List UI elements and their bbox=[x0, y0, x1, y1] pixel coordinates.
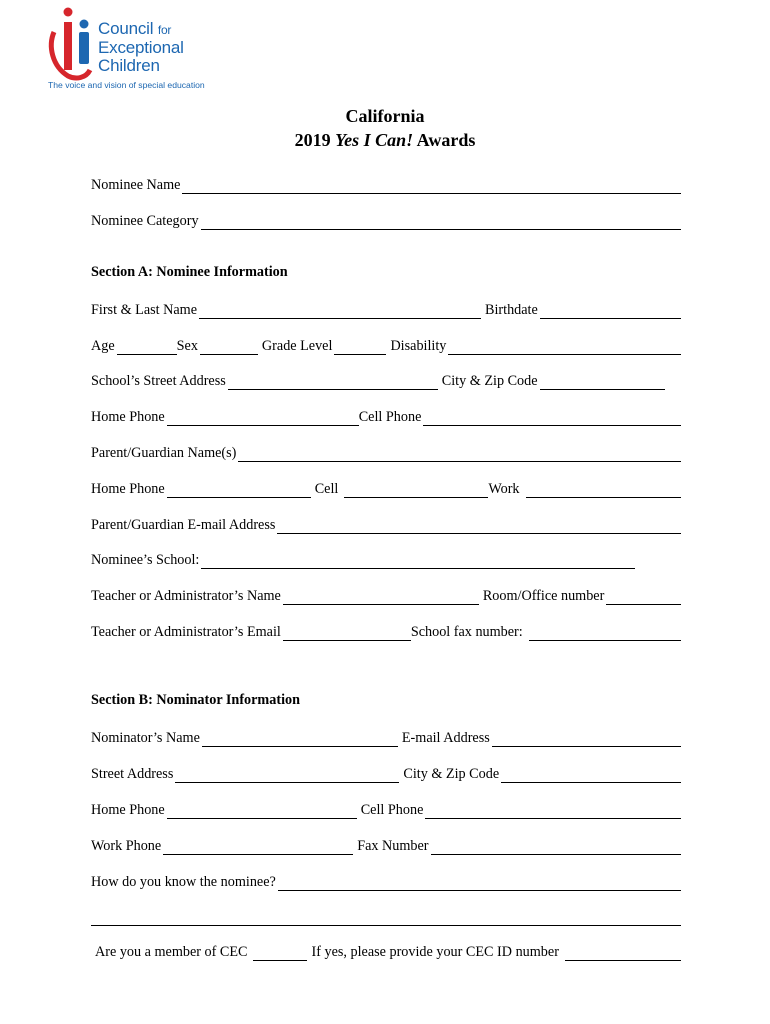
nominee-category-label: Nominee Category bbox=[91, 213, 199, 229]
row-nominator-phones bbox=[91, 799, 681, 819]
sex-field[interactable] bbox=[200, 340, 258, 355]
sex-label: Sex bbox=[176, 338, 198, 354]
cec-logo bbox=[46, 6, 216, 92]
parent-email-field[interactable] bbox=[277, 519, 681, 534]
parent-cell-label: Cell bbox=[314, 481, 339, 497]
row-nominee-school bbox=[91, 549, 635, 569]
nominator-address-field[interactable] bbox=[175, 768, 399, 783]
row-how-know bbox=[91, 871, 681, 891]
section-b-heading: Section B: Nominator Information bbox=[91, 692, 300, 708]
disability-field[interactable] bbox=[448, 340, 681, 355]
row-teacher-name bbox=[91, 585, 681, 605]
nominator-cell-phone-label: Cell Phone bbox=[360, 802, 424, 818]
nominator-fax-label: Fax Number bbox=[357, 838, 429, 854]
nominee-category-field[interactable] bbox=[201, 215, 681, 230]
how-know-label: How do you know the nominee? bbox=[91, 874, 276, 890]
nominee-school-label: Nominee’s School: bbox=[91, 552, 200, 568]
parent-email-label: Parent/Guardian E-mail Address bbox=[91, 517, 276, 533]
logo-tagline: The voice and vision of special education bbox=[48, 80, 205, 90]
nominee-name-label: Nominee Name bbox=[91, 177, 181, 193]
age-label: Age bbox=[91, 338, 115, 354]
grade-level-field[interactable] bbox=[334, 340, 386, 355]
parent-home-phone-label: Home Phone bbox=[91, 481, 165, 497]
city-zip-label: City & Zip Code bbox=[441, 373, 538, 389]
parent-work-field[interactable] bbox=[526, 483, 681, 498]
nominator-address-label: Street Address bbox=[91, 766, 174, 782]
row-nominator-work-fax bbox=[91, 835, 681, 855]
nominator-name-field[interactable] bbox=[202, 732, 398, 747]
parent-home-phone-field[interactable] bbox=[167, 483, 311, 498]
nominator-name-label: Nominator’s Name bbox=[91, 730, 200, 746]
row-cec-membership bbox=[95, 941, 681, 961]
birthdate-field[interactable] bbox=[540, 304, 681, 319]
member-cec-field[interactable] bbox=[253, 946, 307, 961]
disability-label: Disability bbox=[390, 338, 447, 354]
nominator-email-label: E-mail Address bbox=[401, 730, 490, 746]
school-fax-field[interactable] bbox=[529, 626, 681, 641]
row-parent-email bbox=[91, 514, 681, 534]
room-office-label: Room/Office number bbox=[482, 588, 605, 604]
cell-phone-field[interactable] bbox=[423, 411, 681, 426]
nominator-cell-phone-field[interactable] bbox=[425, 804, 681, 819]
nominator-home-phone-label: Home Phone bbox=[91, 802, 165, 818]
nominator-work-phone-label: Work Phone bbox=[91, 838, 162, 854]
age-field[interactable] bbox=[117, 340, 177, 355]
first-last-name-field[interactable] bbox=[199, 304, 481, 319]
cec-id-label: If yes, please provide your CEC ID number bbox=[311, 944, 559, 960]
teacher-name-field[interactable] bbox=[283, 590, 479, 605]
title-state: California bbox=[345, 106, 425, 126]
room-office-field[interactable] bbox=[606, 590, 681, 605]
teacher-email-field[interactable] bbox=[283, 626, 411, 641]
nominee-name-field[interactable] bbox=[182, 179, 681, 194]
home-phone-label: Home Phone bbox=[91, 409, 165, 425]
row-phones bbox=[91, 406, 681, 426]
grade-level-label: Grade Level bbox=[261, 338, 333, 354]
nominator-email-field[interactable] bbox=[492, 732, 681, 747]
row-nominator-address bbox=[91, 763, 681, 783]
parent-cell-field[interactable] bbox=[344, 483, 488, 498]
cec-wordmark: Council for Exceptional Children bbox=[98, 19, 184, 75]
row-age-sex-grade bbox=[91, 335, 681, 355]
section-a-heading: Section A: Nominee Information bbox=[91, 264, 288, 280]
cec-figure-icon bbox=[46, 6, 102, 82]
city-zip-field[interactable] bbox=[540, 375, 665, 390]
row-parent-phones bbox=[91, 478, 681, 498]
row-how-know-continued bbox=[91, 906, 681, 926]
nominator-fax-field[interactable] bbox=[431, 840, 681, 855]
parent-names-field[interactable] bbox=[238, 447, 681, 462]
cec-id-field[interactable] bbox=[565, 946, 681, 961]
how-know-field[interactable] bbox=[278, 876, 681, 891]
row-nominee-name bbox=[91, 174, 681, 194]
row-school-address bbox=[91, 370, 665, 390]
nominator-city-zip-label: City & Zip Code bbox=[403, 766, 500, 782]
nominator-city-zip-field[interactable] bbox=[501, 768, 681, 783]
birthdate-label: Birthdate bbox=[485, 302, 538, 318]
teacher-name-label: Teacher or Administrator’s Name bbox=[91, 588, 281, 604]
parent-work-label: Work bbox=[488, 481, 520, 497]
cell-phone-label: Cell Phone bbox=[358, 409, 422, 425]
row-nominator-name bbox=[91, 727, 681, 747]
row-nominee-category bbox=[91, 210, 681, 230]
school-fax-label: School fax number: bbox=[410, 624, 523, 640]
home-phone-field[interactable] bbox=[167, 411, 359, 426]
nominator-home-phone-field[interactable] bbox=[167, 804, 357, 819]
row-first-last-name bbox=[91, 299, 681, 319]
school-address-label: School’s Street Address bbox=[91, 373, 226, 389]
school-address-field[interactable] bbox=[228, 375, 438, 390]
teacher-email-label: Teacher or Administrator’s Email bbox=[91, 624, 281, 640]
how-know-field-line2[interactable] bbox=[91, 911, 681, 926]
title-award: 2019 Yes I Can! Awards bbox=[294, 130, 476, 150]
row-teacher-email bbox=[91, 621, 681, 641]
nominator-work-phone-field[interactable] bbox=[163, 840, 353, 855]
row-parent-names bbox=[91, 442, 681, 462]
parent-names-label: Parent/Guardian Name(s) bbox=[91, 445, 237, 461]
nominee-school-field[interactable] bbox=[201, 554, 635, 569]
first-last-name-label: First & Last Name bbox=[91, 302, 197, 318]
member-cec-label: Are you a member of CEC bbox=[95, 944, 248, 960]
